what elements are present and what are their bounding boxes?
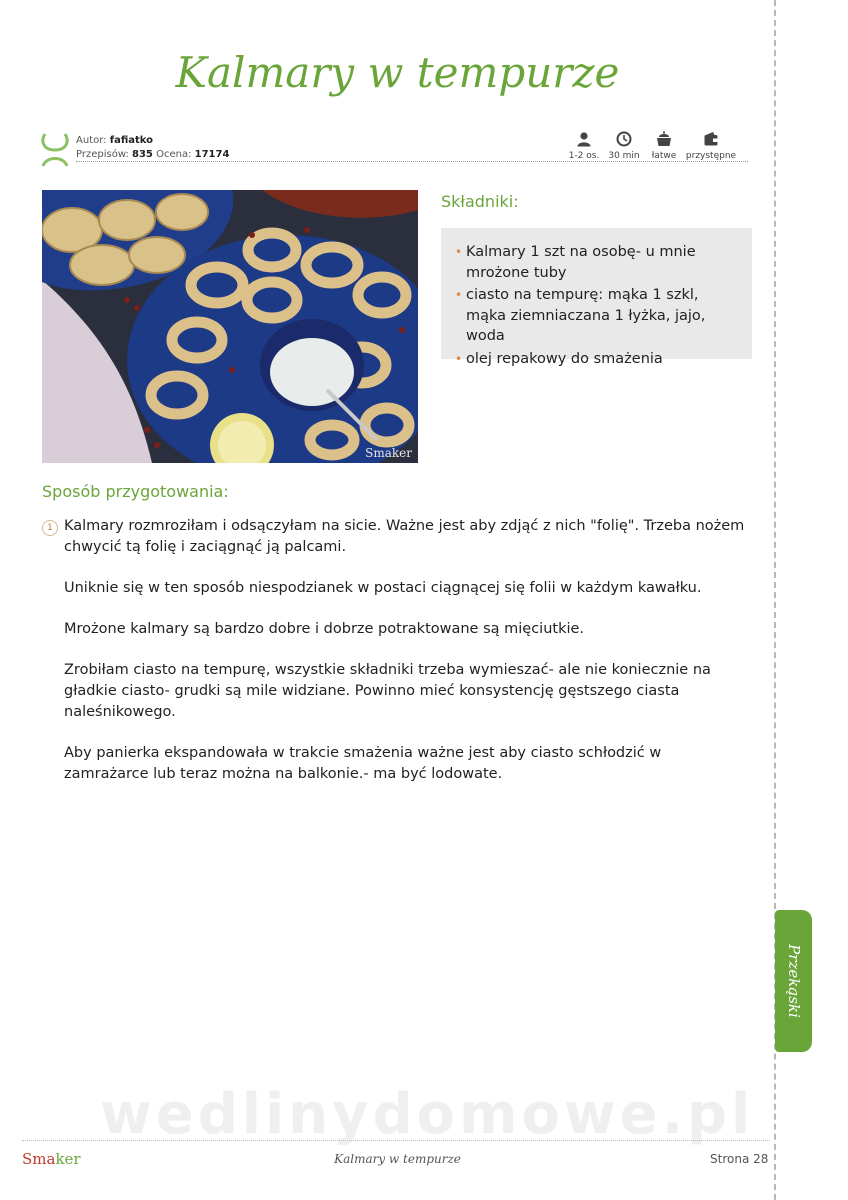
fried-squid-image <box>42 190 418 463</box>
footer-logo-part-b: ker <box>55 1150 81 1168</box>
rating-label: Ocena: <box>156 149 192 160</box>
ingredient-item: • Kalmary 1 szt na osobę- u mnie mrożone tuby <box>455 242 740 283</box>
step-paragraph: Mrożone kalmary są bardzo dobre i dobrze potraktowane są mięciutkie. <box>64 621 585 637</box>
meta-time-label: 30 min <box>608 151 640 161</box>
footer-logo-part-a: Sma <box>22 1150 56 1168</box>
author-info <box>76 134 229 162</box>
person-icon <box>576 131 592 147</box>
meta-cost-label: przystępne <box>685 151 737 161</box>
category-tab-label: Przekąski <box>784 944 803 1018</box>
ingredients-heading: Składniki: <box>441 192 519 211</box>
author-label: Autor: <box>76 135 107 146</box>
step-paragraph: Uniknie się w ten sposób niespodzianek w postaci ciągnącej się folii w każdym kawałku. <box>64 580 702 596</box>
meta-difficulty-label: łatwe <box>651 151 677 161</box>
meta-servings-label: 1-2 os. <box>568 151 600 161</box>
ingredient-item: • olej repakowy do smażenia <box>455 349 740 370</box>
ingredient-item: • ciasto na tempurę: mąka 1 szkl, mąka ziemniaczana 1 łyżka, jajo, woda <box>455 285 740 347</box>
rating-value: 17174 <box>194 149 230 160</box>
ingredients-list <box>441 228 752 369</box>
meta-cost <box>683 131 739 161</box>
category-tab[interactable] <box>775 910 812 1052</box>
page-watermark: wedlinydomowe.pl <box>100 1082 755 1147</box>
footer-recipe-title: Kalmary w tempurze <box>334 1152 461 1166</box>
ingredients-box <box>441 228 752 367</box>
pot-icon <box>655 131 673 147</box>
recipes-count: 835 <box>132 149 153 160</box>
recipe-photo <box>42 190 418 463</box>
author-logo-icon <box>40 132 70 168</box>
footer-page-number: Strona 28 <box>710 1152 769 1166</box>
step-paragraph: Zrobiłam ciasto na tempurę, wszystkie składniki trzeba wymieszać- ale nie koniecznie na gładkie ciasto- grudki są mile widziane. Powinno mieć konsystencję gęstszego ciasta naleśnikowego. <box>64 662 711 720</box>
clock-icon <box>616 131 632 147</box>
header-divider <box>76 161 748 162</box>
step-paragraph: Aby panierka ekspandowała w trakcie smażenia ważne jest aby ciasto schłodzić w zamrażarce lub teraz można na balkonie.- ma być lodowate. <box>64 745 662 782</box>
recipe-title: Kalmary w tempurze <box>175 48 620 97</box>
recipes-label: Przepisów: <box>76 149 129 160</box>
author-name[interactable]: fafiatko <box>109 135 154 146</box>
preparation-heading: Sposób przygotowania: <box>42 482 229 501</box>
wallet-icon <box>703 131 719 147</box>
step-paragraph: Kalmary rozmroziłam i odsączyłam na sicie. Ważne jest aby zdjąć z nich "folię". Trzeba nożem chwycić tą folię i zaciągnąć ją palcami. <box>64 518 745 555</box>
preparation-step <box>64 516 748 805</box>
footer-divider <box>22 1140 770 1141</box>
photo-watermark: Smaker <box>365 446 412 460</box>
step-number-badge: 1 <box>42 520 58 536</box>
